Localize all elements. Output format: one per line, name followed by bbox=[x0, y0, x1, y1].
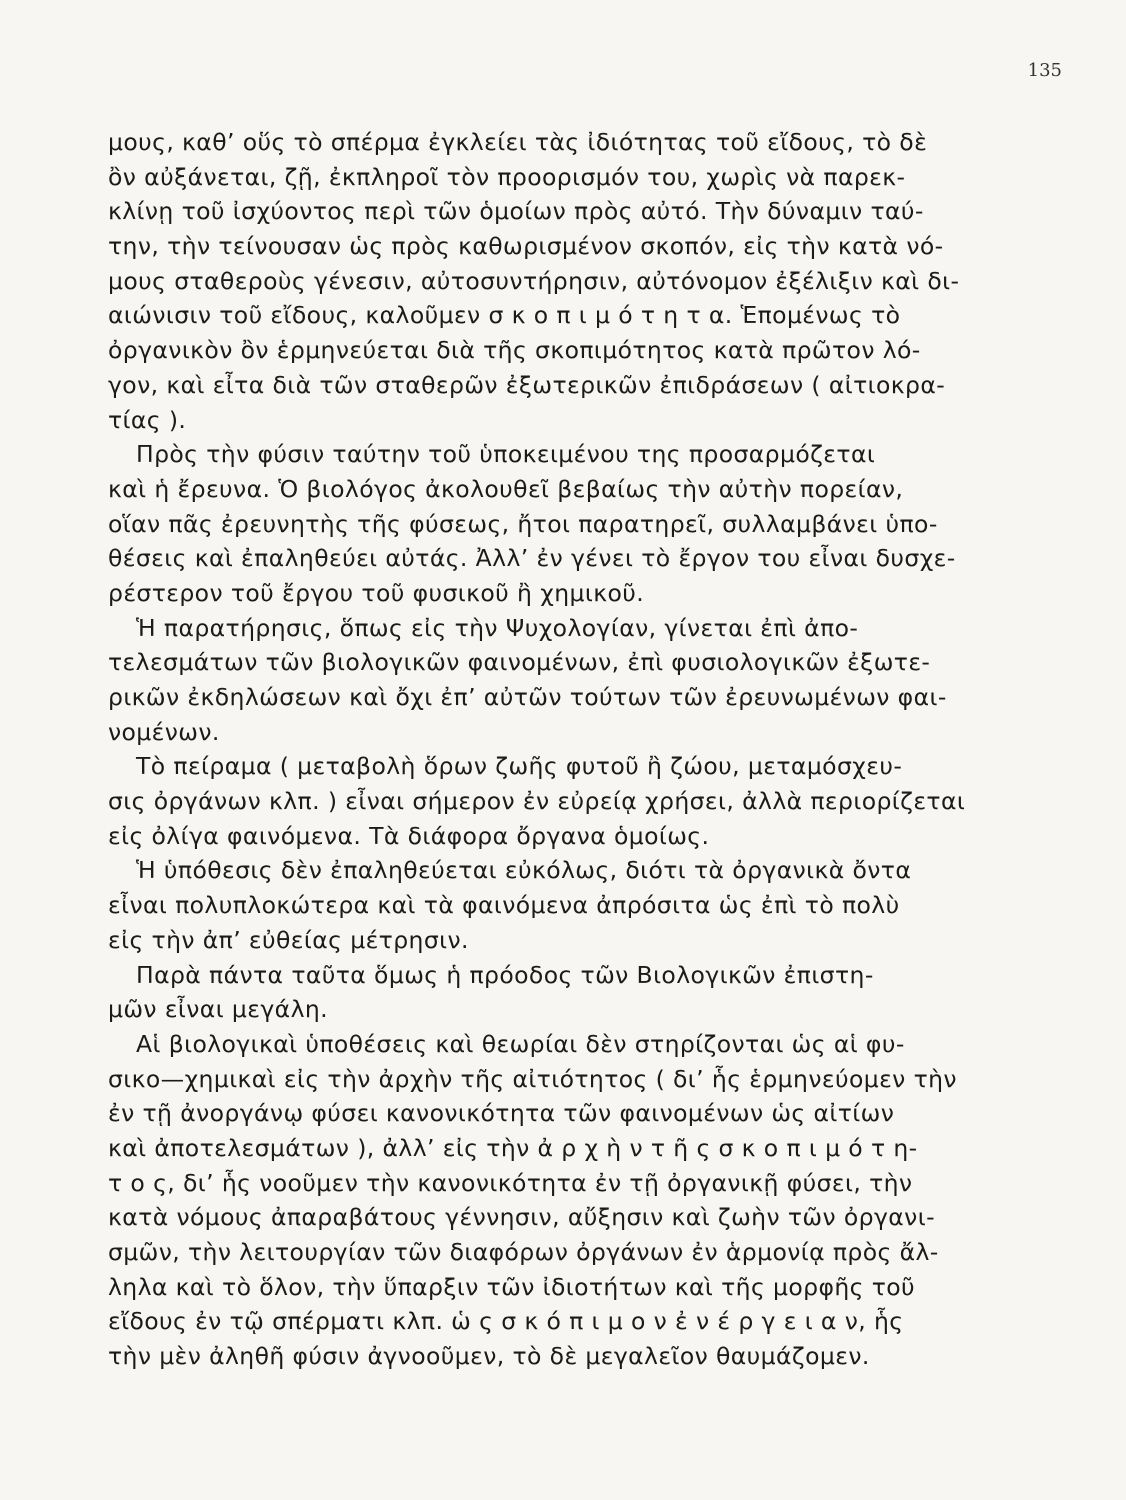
text-line: Τὸ πείραμα ( μεταβολὴ ὅρων ζωῆς φυτοῦ ἢ ζώου, μεταμόσχευ- bbox=[136, 752, 903, 781]
text-line: καὶ ἡ ἔρευνα. Ὁ βιολόγος ἀκολουθεῖ βεβαίως τὴν αὐτὴν πορείαν, bbox=[108, 474, 904, 503]
text-line: καὶ ἀποτελεσμάτων ), ἀλλ’ εἰς τὴν ἀ ρ χ ὴ ν τ ῆ ς σ κ ο π ι μ ό τ η- bbox=[108, 1133, 918, 1162]
text-line: ρέστερον τοῦ ἔργου τοῦ φυσικοῦ ἢ χημικοῦ. bbox=[108, 578, 645, 607]
text-line: την, τὴν τείνουσαν ὡς πρὸς καθωρισμένον σκοπόν, εἰς τὴν κατὰ νό- bbox=[108, 232, 944, 261]
text-line: νομένων. bbox=[108, 717, 220, 746]
text-line: εἶναι πολυπλοκώτερα καὶ τὰ φαινόμενα ἀπρόσιτα ὡς ἐπὶ τὸ πολὺ bbox=[108, 891, 900, 920]
text-line: Ἡ ὑπόθεσις δὲν ἐπαληθεύεται εὐκόλως, διότι τὰ ὀργανικὰ ὄντα bbox=[136, 856, 912, 885]
text-line: μους, καθ’ οὕς τὸ σπέρμα ἐγκλείει τὰς ἰδιότητας τοῦ εἴδους, τὸ δὲ bbox=[108, 128, 928, 156]
text-line: αιώνισιν τοῦ εἴδους, καλοῦμεν σ κ ο π ι μ ό τ η τ α. Ἑπομένως τὸ bbox=[108, 301, 901, 330]
text-line: οἵαν πᾶς ἐρευνητὴς τῆς φύσεως, ἤτοι παρατηρεῖ, συλλαμβάνει ὑπο- bbox=[108, 509, 938, 538]
text-line: σικο—χημικαὶ εἰς τὴν ἀρχὴν τῆς αἰτιότητος ( δι’ ἧς ἑρμηνεύομεν τὴν bbox=[108, 1064, 957, 1093]
text-line: εἰς τὴν ἀπ’ εὐθείας μέτρησιν. bbox=[108, 925, 469, 954]
text-line: μῶν εἶναι μεγάλη. bbox=[108, 995, 329, 1024]
text-line: γον, καὶ εἶτα διὰ τῶν σταθερῶν ἐξωτερικῶν ἐπιδράσεων ( αἰτιοκρα- bbox=[108, 370, 946, 399]
text-line: κλίνῃ τοῦ ἰσχύοντος περὶ τῶν ὁμοίων πρὸς αὐτό. Τὴν δύναμιν ταύ- bbox=[108, 197, 924, 226]
text-line: σις ὀργάνων κλπ. ) εἶναι σήμερον ἐν εὐρείᾳ χρήσει, ἀλλὰ περιορίζεται bbox=[108, 787, 966, 816]
text-line: κατὰ νόμους ἀπαραβάτους γέννησιν, αὔξησιν καὶ ζωὴν τῶν ὀργανι- bbox=[108, 1203, 935, 1232]
text-line: Ἡ παρατήρησις, ὅπως εἰς τὴν Ψυχολογίαν, γίνεται ἐπὶ ἀπο- bbox=[136, 613, 859, 642]
text-line: ὀργανικὸν ὂν ἑρμηνεύεται διὰ τῆς σκοπιμότητος κατὰ πρῶτον λό- bbox=[108, 336, 921, 365]
text-line: Παρὰ πάντα ταῦτα ὅμως ἡ πρόοδος τῶν Βιολογικῶν ἐπιστη- bbox=[136, 960, 874, 989]
page-number: 135 bbox=[1027, 60, 1062, 81]
text-line: ληλα καὶ τὸ ὅλον, τὴν ὕπαρξιν τῶν ἰδιοτήτων καὶ τῆς μορφῆς τοῦ bbox=[108, 1272, 916, 1301]
body-text bbox=[108, 125, 974, 1374]
text-line: θέσεις καὶ ἐπαληθεύει αὐτάς. Ἀλλ’ ἐν γένει τὸ ἔργον του εἶναι δυσχε- bbox=[108, 544, 956, 573]
text-line: σμῶν, τὴν λειτουργίαν τῶν διαφόρων ὀργάνων ἐν ἁρμονίᾳ πρὸς ἄλ- bbox=[108, 1238, 939, 1266]
text-line: μους σταθεροὺς γένεσιν, αὐτοσυντήρησιν, αὐτόνομον ἐξέλιξιν καὶ δι- bbox=[108, 266, 960, 295]
text-line: τ ο ς, δι’ ἧς νοοῦμεν τὴν κανονικότητα ἐν τῇ ὀργανικῇ φύσει, τὴν bbox=[108, 1168, 913, 1197]
text-line: ἐν τῇ ἀνοργάνῳ φύσει κανονικότητα τῶν φαινομένων ὡς αἰτίων bbox=[108, 1099, 895, 1128]
text-line: τελεσμάτων τῶν βιολογικῶν φαινομένων, ἐπὶ φυσιολογικῶν ἐξωτε- bbox=[108, 648, 931, 677]
text-line: ὂν αὐξάνεται, ζῇ, ἐκπληροῖ τὸν προορισμόν του, χωρὶς νὰ παρεκ- bbox=[108, 162, 906, 191]
text-line: τὴν μὲν ἀληθῆ φύσιν ἀγνοοῦμεν, τὸ δὲ μεγαλεῖον θαυμάζομεν. bbox=[108, 1342, 870, 1371]
text-line: ρικῶν ἐκδηλώσεων καὶ ὄχι ἐπ’ αὐτῶν τούτων τῶν ἐρευνωμένων φαι- bbox=[108, 683, 947, 711]
text-line: τίας ). bbox=[108, 405, 187, 434]
text-line: εἰς ὀλίγα φαινόμενα. Τὰ διάφορα ὄργανα ὁμοίως. bbox=[108, 821, 710, 850]
text-line: Αἱ βιολογικαὶ ὑποθέσεις καὶ θεωρίαι δὲν στηρίζονται ὡς αἱ φυ- bbox=[136, 1029, 905, 1058]
text-line: Πρὸς τὴν φύσιν ταύτην τοῦ ὑποκειμένου της προσαρμόζεται bbox=[136, 440, 876, 469]
text-line: εἴδους ἐν τῷ σπέρματι κλπ. ὡ ς σ κ ό π ι μ ο ν ἐ ν έ ρ γ ε ι α ν, ἧς bbox=[108, 1307, 904, 1336]
